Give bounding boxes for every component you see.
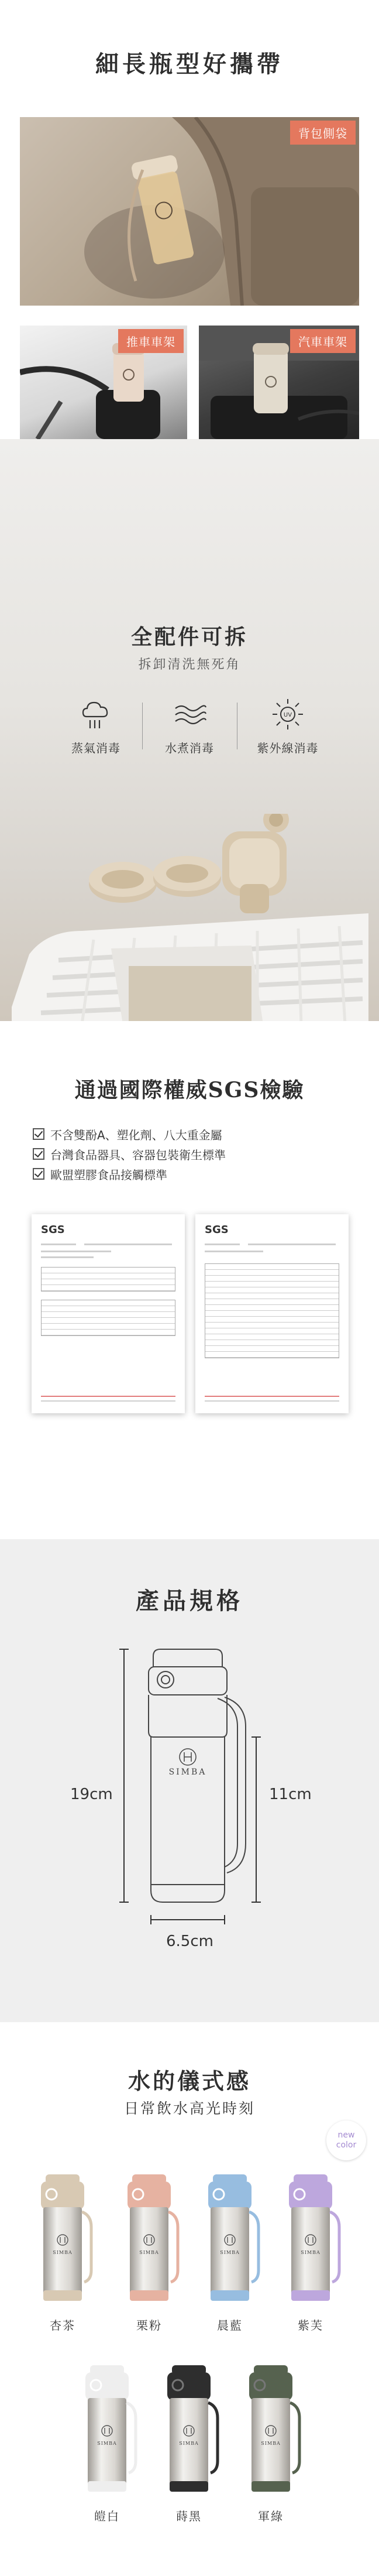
sgs-title: 通過國際權威SGS檢驗	[74, 1078, 305, 1102]
new-color-badge-line1: new	[337, 2130, 355, 2140]
feature-uv-label: 紫外線消毒	[257, 741, 319, 755]
report-text-line	[205, 1244, 240, 1245]
bottle-illustration	[75, 2362, 139, 2496]
checkbox-icon	[33, 1148, 44, 1160]
report-table	[205, 1263, 339, 1358]
color-variant-bottle	[75, 2362, 139, 2496]
color-variant-label: 晨藍	[217, 2318, 243, 2332]
report-table	[41, 1300, 175, 1336]
detachable-section	[0, 439, 379, 1021]
detachable-title: 全配件可拆	[130, 625, 248, 649]
feature-uv	[238, 697, 337, 756]
portable-title: 細長瓶型好攜帶	[95, 50, 284, 78]
sgs-logo: SGS	[205, 1224, 229, 1236]
spec-section	[0, 1539, 379, 2022]
report-table	[41, 1267, 175, 1292]
report-footer-line	[205, 1396, 339, 1397]
sgs-check-text: 台灣食品器具、容器包裝衛生標準	[50, 1147, 226, 1162]
report-footer-line	[41, 1396, 175, 1397]
portable-section	[0, 0, 379, 439]
bottle-brand-text: SIMBA	[139, 2250, 159, 2255]
bottle-illustration	[198, 2171, 262, 2306]
sgs-report-1	[32, 1214, 185, 1413]
bottle-brand-text: SIMBA	[97, 2441, 117, 2446]
checkbox-icon	[33, 1128, 44, 1140]
report-text-line	[41, 1256, 94, 1258]
report-text-line	[205, 1251, 263, 1252]
sgs-check-text: 不含雙酚A、塑化劑、八大重金屬	[50, 1128, 222, 1142]
spec-width: 6.5cm	[166, 1933, 213, 1950]
bottle-illustration	[239, 2362, 303, 2496]
car-tag: 汽車車架	[290, 329, 356, 353]
report-footer-line	[41, 1400, 175, 1402]
bottle-illustration	[30, 2171, 95, 2306]
drying-rack-illustration	[12, 814, 368, 1021]
spec-total-height: 19cm	[70, 1786, 113, 1803]
report-text-line	[84, 1244, 172, 1245]
stroller-tag: 推車車架	[118, 329, 184, 353]
color-variant-bottle	[239, 2362, 303, 2496]
report-text-line	[41, 1244, 76, 1245]
backpack-tag: 背包側袋	[290, 121, 356, 145]
spec-body-height: 11cm	[269, 1786, 312, 1803]
sgs-check-item	[33, 1124, 226, 1144]
bottle-brand-text: SIMBA	[261, 2441, 281, 2446]
report-text-line	[41, 1251, 111, 1252]
backpack-illustration	[20, 117, 359, 306]
color-variant-bottle	[117, 2171, 181, 2306]
bottle-brand-text: SIMBA	[53, 2250, 73, 2255]
new-color-badge	[326, 2121, 366, 2160]
bottle-brand-text: SIMBA	[179, 2441, 199, 2446]
checkbox-icon	[33, 1168, 44, 1180]
feature-boil	[140, 697, 239, 756]
feature-steam	[46, 697, 146, 756]
color-variant-bottle	[198, 2171, 262, 2306]
stroller-photo	[20, 326, 187, 439]
color-variant-label: 杏茶	[50, 2318, 75, 2332]
color-variant-label: 蒔黑	[176, 2509, 202, 2523]
colors-title: 水的儀式感	[128, 2068, 251, 2094]
bottle-brand-text: SIMBA	[220, 2250, 240, 2255]
sgs-check-text: 歐盟塑膠食品接觸標準	[50, 1167, 167, 1182]
brand-logo-icon	[180, 1749, 196, 1765]
feature-boil-label: 水煮消毒	[165, 741, 214, 755]
color-variant-label: 皚白	[94, 2509, 120, 2523]
boil-icon	[172, 697, 207, 732]
detachable-subtitle: 拆卸清洗無死角	[138, 657, 241, 672]
bottle-illustration	[157, 2362, 221, 2496]
spec-title: 產品規格	[136, 1587, 243, 1615]
sgs-check-item	[33, 1144, 226, 1164]
bottle-brand-text: SIMBA	[301, 2250, 321, 2255]
color-variant-bottle	[30, 2171, 95, 2306]
report-text-line	[248, 1244, 336, 1245]
colors-section	[0, 2022, 379, 2576]
steam-icon	[78, 697, 113, 732]
report-footer-line	[205, 1400, 339, 1402]
sgs-section	[0, 1021, 379, 1539]
sgs-check-list	[33, 1124, 226, 1184]
new-color-badge-line2: color	[336, 2140, 357, 2150]
feature-steam-label: 蒸氣消毒	[71, 741, 120, 755]
bottle-illustration	[117, 2171, 181, 2306]
car-photo	[199, 326, 359, 439]
color-variant-label: 軍綠	[258, 2509, 284, 2523]
colors-subtitle: 日常飲水高光時刻	[123, 2100, 255, 2117]
sgs-check-item	[33, 1164, 226, 1184]
color-variant-bottle	[157, 2362, 221, 2496]
sgs-report-2	[195, 1214, 349, 1413]
color-variant-bottle	[278, 2171, 343, 2306]
color-variant-label: 栗粉	[136, 2318, 162, 2332]
uv-icon-text: UV	[283, 712, 292, 718]
sgs-logo: SGS	[41, 1224, 65, 1236]
bottle-illustration	[278, 2171, 343, 2306]
backpack-photo	[20, 117, 359, 306]
color-variant-label: 紫芙	[298, 2318, 323, 2332]
uv-icon	[270, 697, 305, 732]
spec-bottle-brand: SIMBA	[168, 1767, 207, 1777]
